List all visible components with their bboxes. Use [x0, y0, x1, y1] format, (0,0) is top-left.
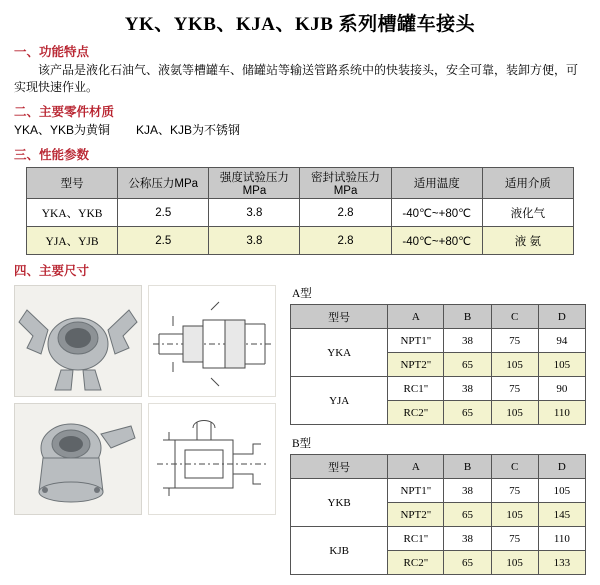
col-header-model: 型号	[291, 305, 388, 329]
dimension-table-a	[290, 304, 586, 425]
table-header-row	[291, 455, 586, 479]
col-header-model: 型号	[291, 455, 388, 479]
cell-d: 133	[538, 551, 585, 575]
cell-b: 38	[444, 377, 491, 401]
coupling-photo-b	[14, 403, 142, 515]
col-header-seal-test-pressure: 密封试验压力MPa	[300, 168, 391, 199]
col-header-a: A	[388, 455, 444, 479]
page-title: YK、YKB、KJA、KJB 系列槽罐车接头	[124, 14, 476, 35]
product-images-column	[14, 285, 276, 521]
cell-c: 75	[491, 479, 538, 503]
table-row	[27, 199, 574, 227]
col-header-c: C	[491, 455, 538, 479]
dimension-table-a-label: A型	[292, 288, 312, 300]
cell-model: YJA、YJB	[27, 227, 118, 255]
cell-seal-test-pressure: 2.8	[300, 227, 391, 255]
col-header-d: D	[538, 455, 585, 479]
section-heading-features: 一、功能特点	[14, 45, 90, 59]
cell-a: RC2"	[388, 551, 444, 575]
cell-seal-test-pressure: 2.8	[300, 199, 391, 227]
cell-c: 105	[491, 503, 538, 527]
section-heading-dimensions: 四、主要尺寸	[14, 264, 90, 278]
cell-d: 110	[538, 527, 585, 551]
cell-a: RC2"	[388, 401, 444, 425]
cell-d: 94	[538, 329, 585, 353]
coupling-photo-a	[14, 285, 142, 397]
cell-c: 105	[491, 401, 538, 425]
col-header-d: D	[538, 305, 585, 329]
col-header-c: C	[491, 305, 538, 329]
cell-c: 75	[491, 329, 538, 353]
cell-b: 65	[444, 551, 491, 575]
col-header-temperature: 适用温度	[391, 168, 482, 199]
cell-d: 105	[538, 479, 585, 503]
image-row-a	[14, 285, 276, 397]
table-row	[291, 479, 586, 503]
table-row	[291, 527, 586, 551]
cell-c: 105	[491, 353, 538, 377]
col-header-a: A	[388, 305, 444, 329]
cell-c: 75	[491, 527, 538, 551]
cell-temperature: -40℃~+80℃	[391, 199, 482, 227]
cell-strength-test-pressure: 3.8	[209, 199, 300, 227]
cell-model: YKA、YKB	[27, 199, 118, 227]
dimension-tables-column	[290, 285, 588, 585]
cell-b: 38	[444, 479, 491, 503]
cell-d: 110	[538, 401, 585, 425]
cell-a: NPT1"	[388, 479, 444, 503]
cell-strength-test-pressure: 3.8	[209, 227, 300, 255]
material-left: YKA、YKB为黄铜	[14, 123, 111, 137]
material-text	[14, 122, 586, 139]
material-right: KJA、KJB为不锈钢	[136, 123, 241, 137]
cell-nominal-pressure: 2.5	[118, 199, 209, 227]
dimension-table-b-label: B型	[292, 438, 312, 450]
cell-b: 65	[444, 401, 491, 425]
col-header-medium: 适用介质	[482, 168, 573, 199]
cell-model-group: KJB	[291, 527, 388, 575]
dimension-table-b	[290, 454, 586, 575]
table-row	[291, 329, 586, 353]
features-text: 该产品是液化石油气、液氨等槽罐车、储罐站等输送管路系统中的快装接头，安全可靠，装卸方便，可实现快速作业。	[14, 63, 579, 94]
cell-medium: 液化气	[482, 199, 573, 227]
cell-d: 105	[538, 353, 585, 377]
table-row	[291, 377, 586, 401]
coupling-drawing-b	[148, 403, 276, 515]
table-header-row	[27, 168, 574, 199]
col-header-b: B	[444, 305, 491, 329]
cell-a: RC1"	[388, 527, 444, 551]
cell-a: RC1"	[388, 377, 444, 401]
col-header-b: B	[444, 455, 491, 479]
cell-a: NPT1"	[388, 329, 444, 353]
cell-c: 75	[491, 377, 538, 401]
cell-medium: 液 氨	[482, 227, 573, 255]
cell-model-group: YKB	[291, 479, 388, 527]
performance-table	[26, 167, 574, 255]
cell-a: NPT2"	[388, 503, 444, 527]
cell-b: 38	[444, 329, 491, 353]
image-row-b	[14, 403, 276, 515]
table-header-row	[291, 305, 586, 329]
cell-temperature: -40℃~+80℃	[391, 227, 482, 255]
col-header-nominal-pressure: 公称压力MPa	[118, 168, 209, 199]
cell-b: 38	[444, 527, 491, 551]
cell-a: NPT2"	[388, 353, 444, 377]
cell-d: 145	[538, 503, 585, 527]
coupling-drawing-a	[148, 285, 276, 397]
dimensions-area	[0, 285, 600, 569]
cell-nominal-pressure: 2.5	[118, 227, 209, 255]
col-header-model: 型号	[27, 168, 118, 199]
table-row	[27, 227, 574, 255]
cell-model-group: YKA	[291, 329, 388, 377]
cell-d: 90	[538, 377, 585, 401]
cell-model-group: YJA	[291, 377, 388, 425]
cell-b: 65	[444, 503, 491, 527]
cell-c: 105	[491, 551, 538, 575]
section-heading-performance: 三、性能参数	[14, 148, 90, 162]
cell-b: 65	[444, 353, 491, 377]
col-header-strength-test-pressure: 强度试验压力MPa	[209, 168, 300, 199]
section-heading-material: 二、主要零件材质	[14, 105, 115, 119]
